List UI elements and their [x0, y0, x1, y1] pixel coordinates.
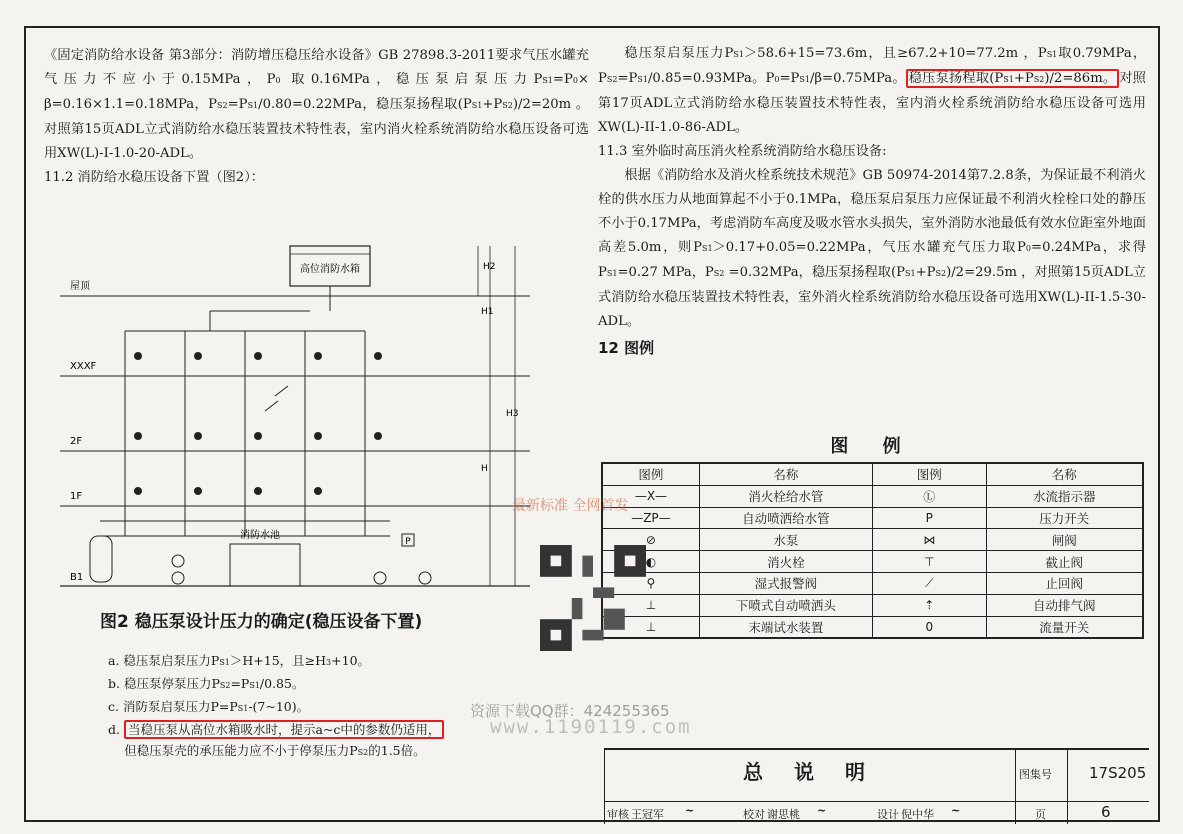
- note-b: b. 稳压泵停泵压力PS2=PS1/0.85。: [108, 676, 305, 691]
- floor-label-2f: 2F: [70, 436, 83, 447]
- legend-symbol: P: [872, 507, 986, 529]
- review-name: 王冠军: [631, 808, 664, 821]
- legend-header-row: [602, 463, 1143, 485]
- highlighted-head-formula: 稳压泵扬程取(PS1+PS2)/2=86m。: [906, 69, 1120, 88]
- floor-label-b1: B1: [70, 572, 84, 583]
- legend-symbol: Ⓛ: [872, 485, 986, 507]
- note-d: d. 当稳压泵从高位水箱吸水时，提示a~c中的参数仍适用，: [108, 719, 628, 740]
- legend-row: [602, 485, 1143, 507]
- right-text-column: [598, 42, 1146, 360]
- check-name: 谢思桃: [767, 808, 800, 821]
- legend-name: 流量开关: [986, 616, 1143, 638]
- legend-header: 图例: [872, 463, 986, 485]
- note-a: a. 稳压泵启泵压力PS1＞H+15，且≥H3+10。: [108, 653, 371, 668]
- floor-label-xxxf: XXXF: [70, 361, 97, 372]
- right-paragraph-1: 稳压泵启泵压力PS1＞58.6+15=73.6m，且≥67.2+10=77.2m ，PS1取0.79MPa，PS2=PS1/0.85=0.93MPa。P0=PS1/β=0.75MPa。 稳压泵扬程取(PS1+PS2)/2=86m。 对照第17页ADL立式消防给水稳压装置技术特性表，室内消火栓系统消防给水稳压设备可选用XW(L)-II-1.0-86-ADL。: [598, 46, 1147, 135]
- section-11-2-heading: 11.2 消防给水稳压设备下置（图2）：: [44, 170, 264, 185]
- pump-icon: [172, 572, 184, 584]
- legend-name: 水流指示器: [986, 485, 1143, 507]
- legend-name: 消火栓: [699, 551, 872, 573]
- legend-name: 止回阀: [986, 572, 1143, 594]
- legend-name: 截止阀: [986, 551, 1143, 573]
- pump-icon: [172, 555, 184, 567]
- fire-pool: [230, 544, 300, 586]
- note-e: 但稳压泵壳的承压能力应不小于停泵压力PS2的1.5倍。: [124, 743, 426, 758]
- set-number: 17S205: [1089, 764, 1147, 782]
- legend-symbol: ⋈: [872, 529, 986, 551]
- legend-name: 下喷式自动喷洒头: [699, 594, 872, 616]
- watermark-text: 资源下载QQ群：424255365: [470, 702, 670, 720]
- tank-label: 高位消防水箱: [300, 264, 360, 275]
- highlighted-note-d: 当稳压泵从高位水箱吸水时，提示a~c中的参数仍适用，: [124, 720, 444, 739]
- design-signature: ~: [951, 804, 961, 817]
- watermark-text: www.1190119.com: [490, 716, 692, 738]
- legend-symbol: ⊥: [602, 594, 699, 616]
- check-label: 校对: [743, 808, 765, 821]
- dim-h: H: [481, 464, 488, 474]
- legend-header: 图例: [602, 463, 699, 485]
- note-c: c. 消防泵启泵压力P=PS1-(7~10)。: [108, 699, 310, 714]
- qr-code-image: [540, 545, 646, 651]
- legend-name: 压力开关: [986, 507, 1143, 529]
- legend-header: 名称: [986, 463, 1143, 485]
- watermark-text: 最新标准 全网首发: [512, 498, 629, 514]
- legend-name: 自动喷洒给水管: [699, 507, 872, 529]
- sheet-title: 总 说 明: [743, 760, 877, 784]
- dim-h1: H1: [481, 307, 494, 317]
- legend-name: 湿式报警阀: [699, 572, 872, 594]
- legend-name: 末端试水装置: [699, 616, 872, 638]
- review-signature: ~: [685, 804, 695, 817]
- legend-header: 名称: [699, 463, 872, 485]
- pump-icon: [419, 572, 431, 584]
- figure-caption: 图2 稳压泵设计压力的确定(稳压设备下置): [100, 612, 423, 632]
- design-label: 设计: [877, 808, 899, 821]
- legend-row: [602, 594, 1143, 616]
- legend-symbol: ⊥: [602, 616, 699, 638]
- design-name: 倪中华: [901, 808, 934, 821]
- section-12-heading: 12 图例: [598, 339, 655, 357]
- title-block: [604, 748, 1149, 824]
- pump-icon: [374, 572, 386, 584]
- review-label: 审核: [607, 808, 629, 821]
- right-paragraph-3: 根据《消防给水及消火栓系统技术规范》GB 50974-2014第7.2.8条，为保证最不利消火栓的供水压力从地面算起不小于0.1MPa，稳压泵启泵压力应保证最不利消火栓栓口处的静压不小于0.17MPa，考虑消防车高度及吸水管水头损失，室外消防水池最低有效水位距室外地面高差5.0m，则PS1＞0.17+0.05=0.22MPa，气压水罐充气压力取P0=0.24MPa，求得PS1=0.27 MPa，PS2 =0.32MPa，稳压泵扬程取(PS1+PS2)/2=29.5m ，对照第15页ADL立式消防给水稳压装置技术特性表，室外消火栓系统消防给水稳压设备可选用XW(L)-II-1.5-30-ADL。: [598, 168, 1146, 329]
- legend-title: 图 例: [830, 436, 915, 457]
- legend-name: 水泵: [699, 529, 872, 551]
- figure-2-diagram: [60, 236, 550, 596]
- legend-symbol: ⊘: [602, 529, 699, 551]
- left-paragraph-1: 《固定消防给水设备 第3部分：消防增压稳压给水设备》GB 27898.3-2011要求气压水罐充气压力不应小于0.15MPa，P0 取0.16MPa，稳压泵启泵压力PS1=P0× β=0.16×1.1=0.18MPa，PS2=PS1/0.80=0.22MPa，稳压泵扬程取(PS1+PS2)/2=20m 。对照第15页ADL立式消防给水稳压装置技术特性表，室内消火栓系统消防给水稳压设备可选用XW(L)-I-1.0-20-ADL。: [44, 48, 589, 161]
- legend-symbol: ◐: [602, 551, 699, 573]
- left-text-column: [44, 44, 589, 190]
- pool-label: 消防水池: [240, 530, 280, 541]
- set-number-label: 图集号: [1019, 768, 1052, 781]
- legend-symbol: ⊤: [872, 551, 986, 573]
- legend-row: [602, 507, 1143, 529]
- legend-symbol: —X—: [602, 485, 699, 507]
- page-label: 页: [1035, 808, 1046, 821]
- floor-label-1f: 1F: [70, 491, 83, 502]
- legend-name: 消火栓给水管: [699, 485, 872, 507]
- legend-symbol: —ZP—: [602, 507, 699, 529]
- legend-symbol: 0: [872, 616, 986, 638]
- legend-name: 闸阀: [986, 529, 1143, 551]
- check-signature: ~: [817, 804, 827, 817]
- dim-h3: H3: [506, 409, 519, 419]
- legend-symbol: ⇡: [872, 594, 986, 616]
- hydrant-symbols: [134, 352, 382, 495]
- legend-symbol: ⟋: [872, 572, 986, 594]
- pressure-switch-label: P: [405, 537, 411, 547]
- dim-h2: H2: [483, 262, 496, 272]
- legend-symbol: ⚲: [602, 572, 699, 594]
- riser-pipes: [100, 286, 390, 536]
- section-11-3-heading: 11.3 室外临时高压消火栓系统消防给水稳压设备:: [598, 144, 887, 159]
- floor-label-roof: 屋顶: [70, 281, 90, 292]
- legend-row: [602, 616, 1143, 638]
- legend-row: [602, 551, 1143, 573]
- pressure-tank: [90, 536, 112, 582]
- legend-row: [602, 529, 1143, 551]
- legend-name: 自动排气阀: [986, 594, 1143, 616]
- page-number: 6: [1101, 803, 1111, 821]
- legend-row: [602, 572, 1143, 594]
- legend-table: [601, 462, 1144, 639]
